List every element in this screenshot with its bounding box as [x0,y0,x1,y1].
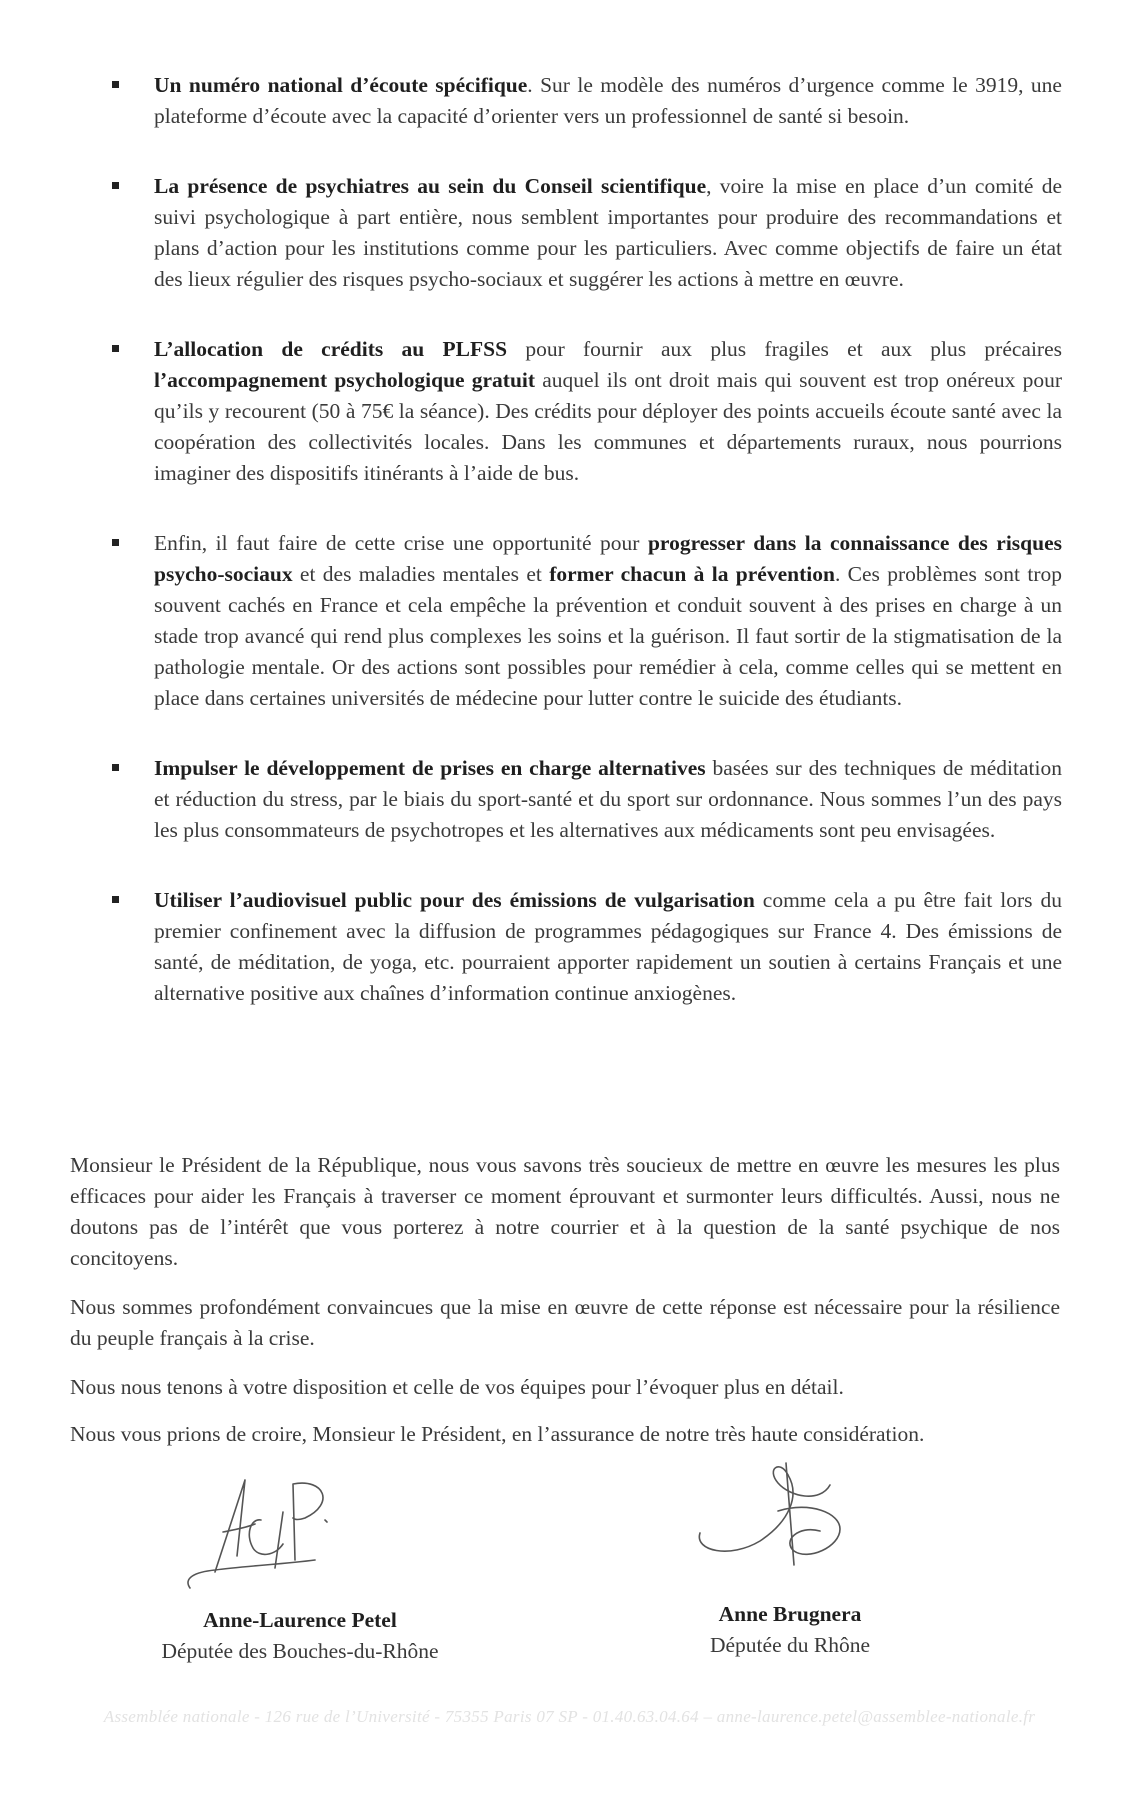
proposal-body: auquel ils ont droit mais qui souvent est trop onéreux pour qu’ils y recourent (50 à 75€ la séance). Des crédits pour déployer des points accueils écoute santé avec la coopération des collectivités locales. Dans les communes et départements ruraux, nous pourrions imaginer des dispositifs itinérants à l’aide de bus. [154,368,1062,485]
proposal-text [154,528,1062,714]
proposal-text [154,334,1062,489]
proposal-text [154,70,1062,132]
closing-paragraph: Nous nous tenons à votre disposition et celle de vos équipes pour l’évoquer plus en détail. [70,1375,844,1399]
signatory-name: Anne-Laurence Petel [203,1608,397,1632]
list-item [112,528,1062,714]
closing-paragraph: Nous vous prions de croire, Monsieur le Président, en l’assurance de notre très haute considération. [70,1422,925,1446]
bullet-marker [112,182,119,189]
proposal-body: Enfin, il faut faire de cette crise une opportunité pour [154,531,648,555]
signatory-role: Députée du Rhône [709,1633,870,1657]
handwritten-signature-petel [175,1460,415,1600]
bullet-marker [112,81,119,88]
list-item [112,753,1062,846]
list-item [112,885,1062,1009]
list-item [112,70,1062,132]
proposal-title: Utiliser l’audiovisuel public pour des émissions de vulgarisation [154,888,755,912]
list-item [112,334,1062,489]
proposal-body: et des maladies mentales et [292,562,550,586]
proposal-body: . Ces problèmes sont trop souvent cachés en France et cela empêche la prévention et conduit souvent à des prises en charge à un stade trop avancé qui rend plus complexes les soins et la guérison. Il faut sortir de la stigmatisation de la pathologie mentale. Or des actions sont possibles pour remédier à cela, comme celles qui se mettent en place dans certaines universités de médecine pour lutter contre le suicide des étudiants. [154,562,1062,710]
closing-paragraph: Monsieur le Président de la République, nous vous savons très soucieux de mettre en œuvre les mesures les plus efficaces pour aider les Français à traverser ce moment éprouvant et surmonter leurs difficultés. Aussi, nous ne doutons pas de l’intérêt que vous porterez à notre courrier et à la question de la santé psychique de nos concitoyens. [70,1153,1060,1270]
proposal-title: Impulser le développement de prises en charge alternatives [154,756,706,780]
proposal-title: La présence de psychiatres au sein du Conseil scientifique [154,174,707,198]
bullet-marker [112,345,119,352]
signatory-petel [130,1608,470,1664]
proposal-title: L’allocation de crédits au PLFSS [154,337,508,361]
bullet-marker [112,539,119,546]
proposal-body: basées sur des techniques de méditation et réduction du stress, par le biais du sport-santé et du sport sur ordonnance. Nous sommes l’un des pays les plus consommateurs de psychotropes et les alternatives aux médicaments sont peu envisagées. [154,756,1062,842]
signatory-name: Anne Brugnera [718,1602,862,1626]
proposal-emphasis: l’accompagnement psychologique gratuit [154,368,536,392]
proposal-text [154,885,1062,1009]
proposal-body: pour fournir aux plus fragiles et aux plus précaires [507,337,1062,361]
list-item [112,171,1062,295]
bullet-marker [112,764,119,771]
proposal-body: , voire la mise en place d’un comité de suivi psychologique à part entière, nous semblent importantes pour produire des recommandations et plans d’action pour les institutions comme pour les particuliers. Avec comme objectifs de faire un état des lieux régulier des risques psycho-sociaux et suggérer les actions à mettre en œuvre. [154,174,1063,291]
signatory-brugnera [650,1602,930,1658]
proposal-text [154,753,1062,846]
proposal-text [154,171,1062,295]
proposal-body: comme cela a pu être fait lors du premier confinement avec la diffusion de programmes pédagogiques sur France 4. Des émissions de santé, de méditation, de yoga, etc. pourraient apporter rapidement un soutien à certains Français et une alternative positive aux chaînes d’information continue anxiogènes. [154,888,1062,1005]
letterhead-footer: Assemblée nationale - 126 rue de l’Université - 75355 Paris 07 SP - 01.40.63.04.64 – anne-laurence.petel@assemblee-nationale.fr [103,1707,1036,1726]
closing-paragraph: Nous sommes profondément convaincues que la mise en œuvre de cette réponse est nécessaire pour la résilience du peuple français à la crise. [70,1295,1060,1350]
proposal-emphasis: former chacun à la prévention [549,562,835,586]
proposal-body: . Sur le modèle des numéros d’urgence comme le 3919, une plateforme d’écoute avec la capacité d’orienter vers un professionnel de santé si besoin. [154,73,1062,128]
signatory-role: Députée des Bouches-du-Rhône [161,1639,439,1663]
handwritten-signature-brugnera [690,1455,860,1575]
proposal-title: Un numéro national d’écoute spécifique [154,73,528,97]
bullet-marker [112,896,119,903]
proposal-emphasis: progresser dans la connaissance des risques psycho-sociaux [154,531,1062,586]
proposals-list [112,70,1062,1048]
